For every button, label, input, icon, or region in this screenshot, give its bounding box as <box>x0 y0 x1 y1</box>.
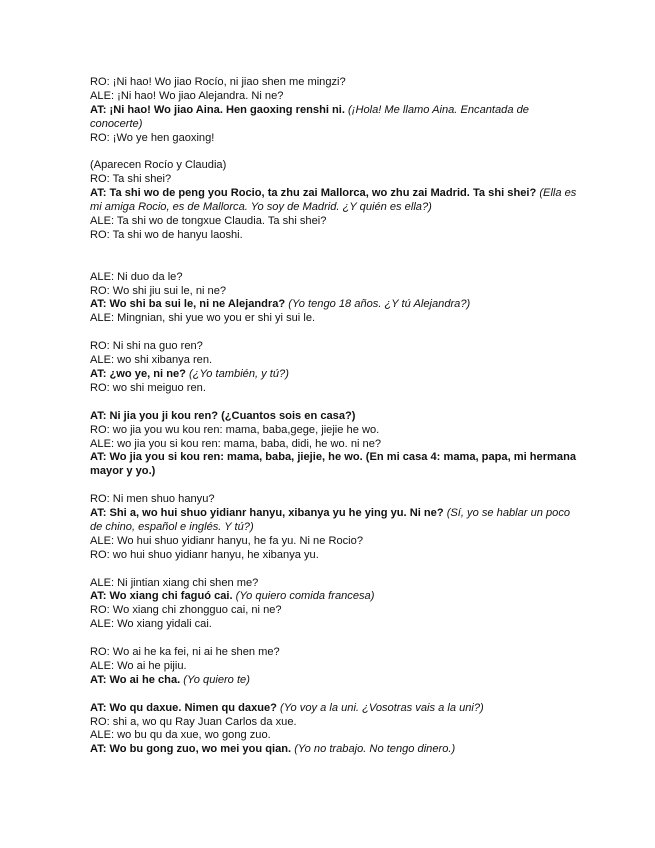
dialogue-line: RO: Wo shi jiu sui le, ni ne? <box>90 284 227 297</box>
dialogue-line: ALE: ¡Ni hao! Wo jiao Alejandra. Ni ne? <box>90 89 284 102</box>
dialogue-line: RO: Wo xiang chi zhongguo cai, ni ne? <box>90 604 282 617</box>
dialogue-line <box>90 187 580 215</box>
dialogue-line: ALE: Wo ai he pijiu. <box>90 659 187 672</box>
dialogue-line <box>90 104 580 132</box>
dialogue-line <box>90 674 580 688</box>
dialogue-line: ALE: Mingnian, shi yue wo you er shi yi sui le. <box>90 312 316 325</box>
dialogue-line: RO: Ta shi wo de hanyu laoshi. <box>90 228 243 241</box>
dialogue-bold: AT: Wo qu daxue. Nimen qu daxue? <box>90 701 277 714</box>
dialogue-line <box>90 507 580 535</box>
dialogue-line: RO: wo shi meiguo ren. <box>90 381 206 394</box>
dialogue-line: ALE: Ta shi wo de tongxue Claudia. Ta shi shei? <box>90 215 327 228</box>
dialogue-line <box>90 451 580 479</box>
dialogue-translation: (Yo quiero te) <box>180 673 250 686</box>
dialogue-bold: AT: Wo xiang chi faguó cai. <box>90 590 233 603</box>
dialogue-line: RO: shi a, wo qu Ray Juan Carlos da xue. <box>90 715 297 728</box>
dialogue-line: RO: ¡Ni hao! Wo jiao Rocío, ni jiao shen me mingzi? <box>90 76 346 88</box>
dialogue-bold: AT: Wo ai he cha. <box>90 673 181 686</box>
dialogue-line: RO: wo jia you wu kou ren: mama, baba,gege, jiejie he wo. <box>90 423 380 436</box>
dialogue-line: ALE: wo jia you si kou ren: mama, baba, didi, he wo. ni ne? <box>90 437 382 450</box>
dialogue-translation: (Yo quiero comida francesa) <box>232 590 375 603</box>
dialogue-line <box>90 702 580 716</box>
dialogue-bold: AT: Wo jia you si kou ren: mama, baba, jiejie, he wo. (En mi casa 4: mama, papa, mi hermana mayor y yo.) <box>90 451 577 478</box>
dialogue-line: ALE: Ni jintian xiang chi shen me? <box>90 576 259 589</box>
dialogue-translation: (Yo voy a la uni. ¿Vosotras vais a la uni?) <box>276 701 484 714</box>
dialogue-translation: (Sí, yo se hablar un poco de chino, español e inglés. Y tú?) <box>90 507 571 533</box>
dialogue-line: RO: Ta shi shei? <box>90 173 172 186</box>
document-page <box>90 76 580 757</box>
dialogue-bold: AT: ¡Ni hao! Wo jiao Aina. Hen gaoxing renshi ni. <box>90 103 345 116</box>
dialogue-line: ALE: Ni duo da le? <box>90 270 183 283</box>
dialogue-line: RO: ¡Wo ye hen gaoxing! <box>90 131 215 144</box>
dialogue-bold: AT: Ta shi wo de peng you Rocio, ta zhu zai Mallorca, wo zhu zai Madrid. Ta shi shei? <box>90 187 537 200</box>
dialogue-translation: (Yo no trabajo. No tengo dinero.) <box>291 743 456 756</box>
dialogue-line: ALE: Wo xiang yidali cai. <box>90 618 212 631</box>
dialogue-bold: AT: Ni jia you ji kou ren? (¿Cuantos sois en casa?) <box>90 409 356 422</box>
dialogue-bold: AT: Wo bu gong zuo, wo mei you qian. <box>90 743 292 756</box>
dialogue-line: RO: wo hui shuo yidianr hanyu, he xibanya yu. <box>90 548 319 561</box>
dialogue-translation: (Yo tengo 18 años. ¿Y tú Alejandra?) <box>285 298 471 311</box>
dialogue-bold: AT: Wo shi ba sui le, ni ne Alejandra? <box>90 298 286 311</box>
dialogue-line: ALE: wo bu qu da xue, wo gong zuo. <box>90 729 271 742</box>
dialogue-line <box>90 410 580 424</box>
dialogue-bold: AT: Shi a, wo hui shuo yidianr hanyu, xibanya yu he ying yu. Ni ne? <box>90 507 444 520</box>
dialogue-line: ALE: wo shi xibanya ren. <box>90 354 213 367</box>
stage-direction: (Aparecen Rocío y Claudia) <box>90 159 227 172</box>
dialogue-line: RO: Wo ai he ka fei, ni ai he shen me? <box>90 646 280 659</box>
dialogue-bold: AT: ¿wo ye, ni ne? <box>90 367 186 380</box>
dialogue-translation: (¡Hola! Me llamo Aina. Encantada de conocerte) <box>90 103 529 130</box>
dialogue-translation: (¿Yo también, y tú?) <box>185 367 289 380</box>
dialogue-line <box>90 743 580 757</box>
dialogue-translation: (Ella es mi amiga Rocio, es de Mallorca. Yo soy de Madrid. ¿Y quién es ella?) <box>90 187 577 214</box>
dialogue-line: RO: Ni men shuo hanyu? <box>90 493 215 506</box>
dialogue-line: ALE: Wo hui shuo yidianr hanyu, he fa yu. Ni ne Rocio? <box>90 534 363 547</box>
dialogue-line <box>90 298 580 312</box>
dialogue-line: RO: Ni shi na guo ren? <box>90 340 203 353</box>
dialogue-line <box>90 590 580 604</box>
dialogue-line <box>90 368 580 382</box>
